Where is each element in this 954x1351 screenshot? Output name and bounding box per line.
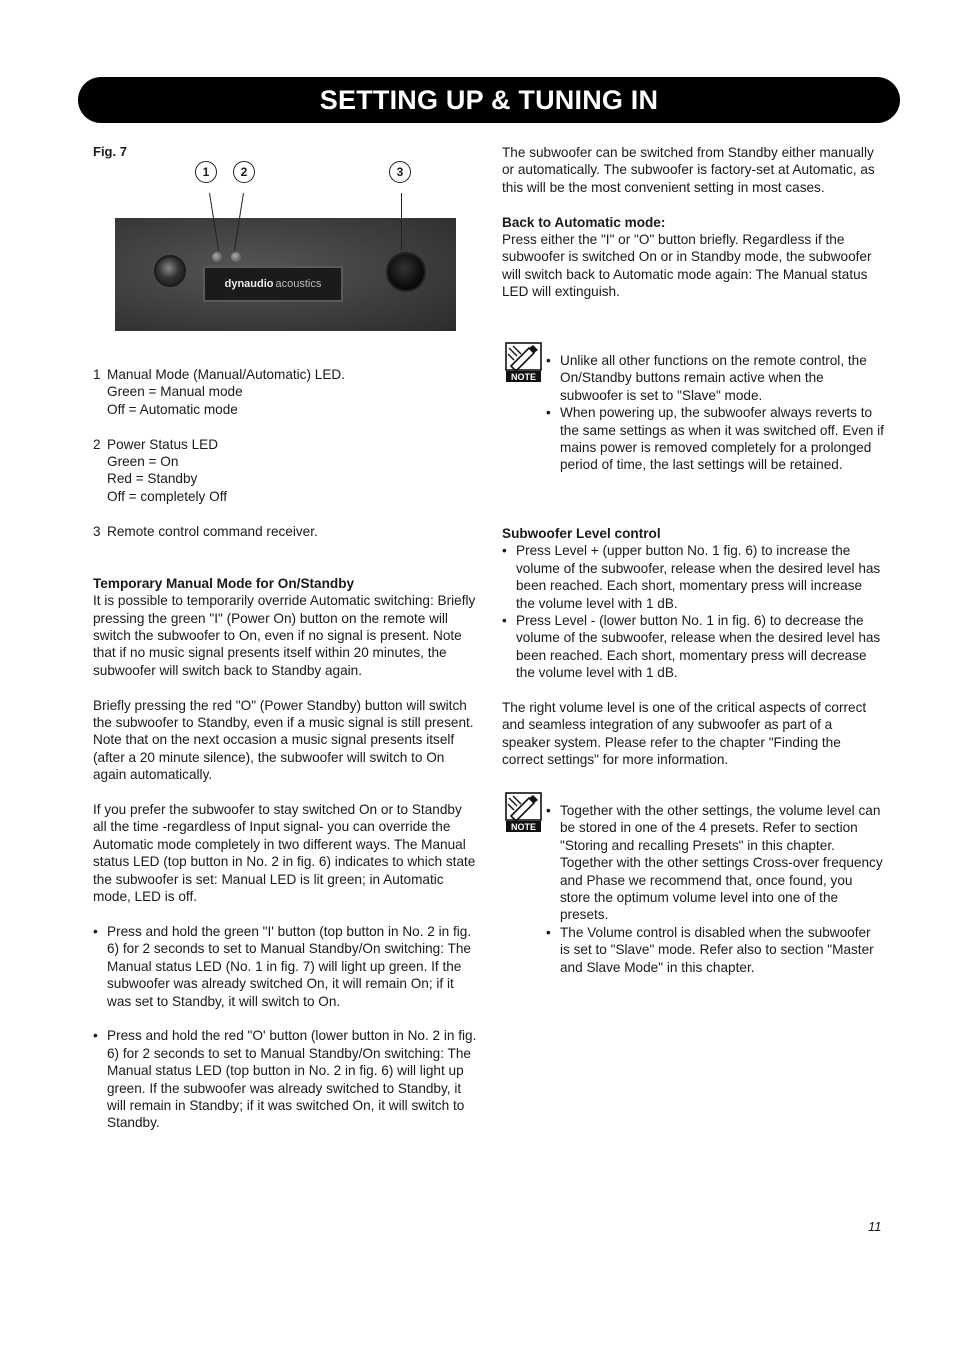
legend-item [93, 523, 477, 540]
manual-mode-led [212, 252, 222, 262]
right-column-top [502, 144, 883, 301]
section-heading: Temporary Manual Mode for On/Standby [93, 575, 355, 591]
legend-line: Manual Mode (Manual/Automatic) LED. [107, 367, 345, 382]
note-bullet: • The Volume control is disabled when the subwoofer is set to "Slave" mode. Refer also to section "Master and Slave Mode" in this chapter. [546, 924, 884, 976]
legend-number: 2 [93, 436, 101, 452]
badge-sub-text: acoustics [275, 278, 322, 290]
note-bullet: • Unlike all other functions on the remote control, the On/Standby buttons remain active when the subwoofer is set to "Slave" mode. [546, 352, 884, 404]
paragraph: The subwoofer can be switched from Standby either manually or automatically. The subwoofer is factory-set at Automatic, as this will be the most convenient setting in most cases. [502, 145, 875, 195]
legend-number: 1 [93, 367, 101, 382]
power-status-led [231, 252, 241, 262]
power-switch-knob [154, 255, 186, 287]
callout-2: 2 [233, 161, 255, 183]
section-banner [78, 77, 900, 123]
callout-leader-3 [401, 193, 402, 251]
legend-number: 3 [93, 523, 101, 539]
level-section [502, 525, 883, 769]
note-icon [505, 792, 542, 833]
legend-line: Remote control command receiver. [107, 523, 318, 539]
figure-label: Fig. 7 [93, 144, 127, 159]
note-label: NOTE [510, 372, 537, 382]
note-box-1 [546, 352, 884, 474]
legend-line: Red = Standby [107, 471, 198, 487]
paragraph: The right volume level is one of the critical aspects of correct and seamless integration of any subwoofer as part of a speaker system. Please refer to the chapter "Finding the correct settings" for more information. [502, 700, 867, 768]
legend-item [93, 366, 477, 418]
section-heading: Back to Automatic mode: [502, 214, 666, 230]
section-heading: Subwoofer Level control [502, 526, 661, 541]
note-box-2 [546, 802, 884, 976]
bullet-item: • Press Level + (upper button No. 1 fig. 6) to increase the volume of the subwoofer, release when the desired level has been reached. Each short, momentary press will increase the volume level with 1 dB. [502, 542, 883, 612]
legend-line: Off = Automatic mode [107, 401, 238, 417]
bullet-item: • Press Level - (lower button No. 1 in fig. 6) to decrease the volume of the subwoofer, release when the desired level has been reached. Each short, momentary press will decrease the volume level with 1 dB. [502, 612, 883, 682]
page-number: 11 [868, 1219, 882, 1234]
page-title: SETTING UP & TUNING IN [319, 84, 659, 115]
legend-line: Green = On [107, 454, 179, 470]
legend-line: Green = Manual mode [107, 384, 243, 400]
note-bullet: • Together with the other settings, the volume level can be stored in one of the 4 presets. Refer to section "Storing and recalling Presets" in this chapter. Together with the other settings Cross-over frequency and Phase we recommend that, once found, you store the optimum volume level into one of the presets. [546, 802, 884, 924]
callout-3: 3 [389, 161, 411, 183]
note-label: NOTE [510, 822, 537, 832]
remote-receiver [386, 252, 426, 292]
paragraph: Briefly pressing the red "O" (Power Standby) button will switch the subwoofer to Standby, even if a music signal is still present. Note that on the next occasion a music signal presents itself (after a 20 minute silence), the subwoofer will switch to On again automatically. [93, 697, 474, 783]
bullet-item: • Press and hold the green "I' button (top button in No. 2 in fig. 6) for 2 seconds to set to Manual Standby/On switching: The Manual status LED (No. 1 in fig. 7) will light up green. If the subwoofer was already switched On, it will remain On; if it was set to Standby, it will switch to On. [93, 923, 477, 1010]
left-column [93, 366, 477, 1132]
legend-line: Off = completely Off [107, 488, 228, 504]
legend-line: Power Status LED [107, 436, 219, 452]
bullet-item: • Press and hold the red "O' button (lower button in No. 2 in fig. 6) for 2 seconds to set to Manual Standby/On switching: The Manual status LED (top button in No. 2 in fig. 6) will light up green. If the subwoofer was already switched to Standby, it will remain in Standby; if it was switched On, it will switch to Standby. [93, 1027, 477, 1131]
paragraph: If you prefer the subwoofer to stay switched On or to Standby all the time -regardless of Input signal- you can override the Automatic mode completely in two different ways. The Manual status LED (top button in No. 2 in fig. 6) indicates to which state the subwoofer is set: Manual LED is lit green; in Automatic mode, LED is off. [93, 802, 476, 905]
paragraph: It is possible to temporarily override Automatic switching: Briefly pressing the green "I" (Power On) button on the remote will switch the subwoofer to On, even if no signal is present. Note that if no music signal presents itself within 20 minutes, the subwoofer will switch back to Standby again. [93, 593, 476, 678]
note-icon [505, 342, 542, 383]
legend-item [93, 436, 477, 506]
note-bullet: • When powering up, the subwoofer always reverts to the same settings as when it was switched off. Even if mains power is removed completely for a prolonged period of time, the last settings will be retained. [546, 404, 884, 474]
badge-brand-text: dynaudio [224, 278, 274, 290]
callout-1: 1 [195, 161, 217, 183]
paragraph: Press either the "I" or "O" button briefly. Regardless if the subwoofer is switched On or in Standby mode, the subwoofer will switch back to Automatic mode again: The Manual status LED will extinguish. [502, 232, 872, 300]
brand-badge [203, 266, 343, 302]
